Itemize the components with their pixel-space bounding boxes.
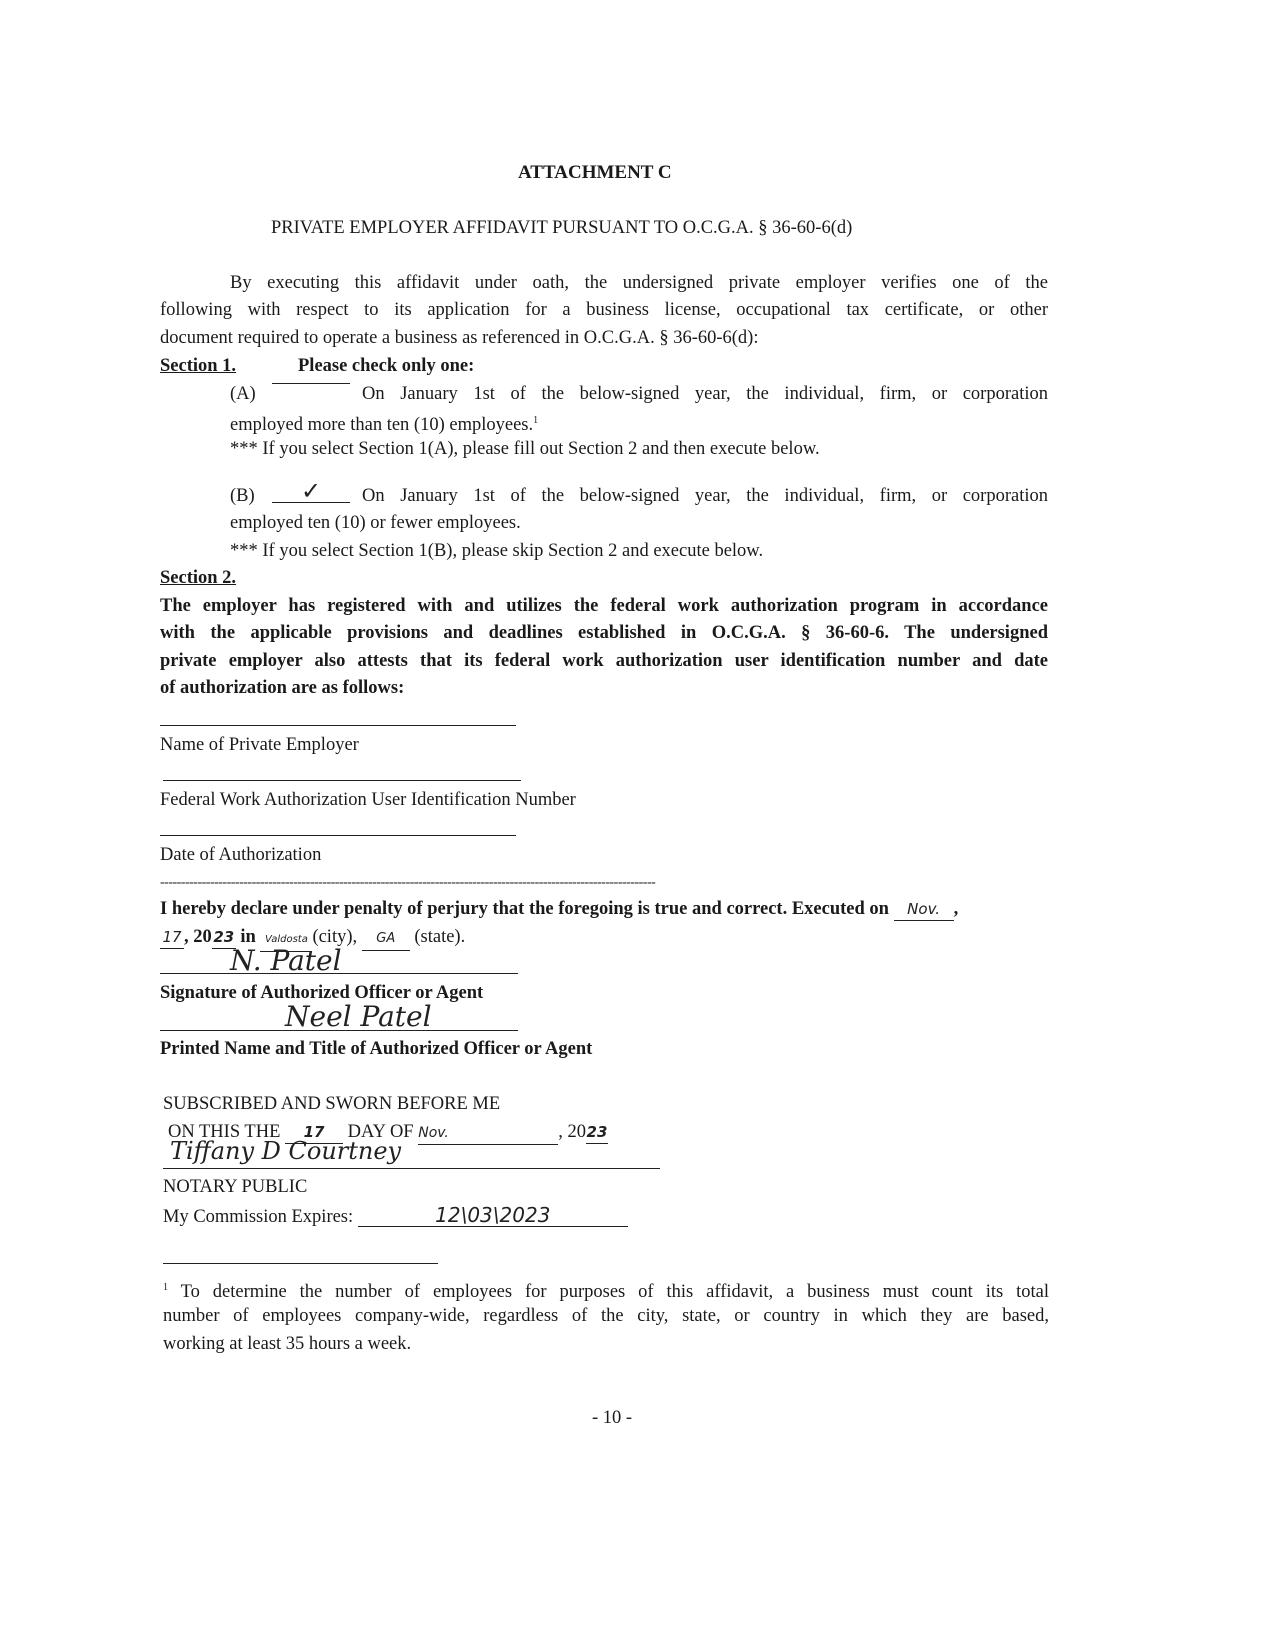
- signature-field[interactable]: [160, 973, 518, 974]
- city-label: (city),: [312, 927, 358, 947]
- officer-signature: N. Patel: [230, 944, 342, 977]
- in-label: in: [240, 927, 256, 947]
- signature-label: Signature of Authorized Officer or Agent: [160, 983, 484, 1003]
- user-id-label: Federal Work Authorization User Identification Number: [160, 790, 576, 810]
- notary-label: NOTARY PUBLIC: [163, 1177, 308, 1197]
- notary-heading: SUBSCRIBED AND SWORN BEFORE ME: [163, 1094, 501, 1114]
- page-number: - 10 -: [592, 1408, 633, 1428]
- section1-instruction: Please check only one:: [298, 356, 475, 376]
- executed-day-field[interactable]: 17: [160, 926, 184, 949]
- option-b-marker: (B): [230, 486, 255, 506]
- executed-month-field[interactable]: Nov.: [894, 898, 954, 921]
- declaration-text: I hereby declare under penalty of perjury that the foregoing is true and correct. Executed on Nov. ,: [160, 899, 959, 919]
- commission-line: [163, 1204, 628, 1228]
- intro-line: By executing this affidavit under oath, the undersigned private employer verifies one of the: [230, 273, 1048, 293]
- footnote-ref: 1: [533, 415, 539, 426]
- footnote-marker: 1: [163, 1282, 168, 1293]
- employer-name-label: Name of Private Employer: [160, 735, 359, 755]
- printed-name-value: Neel Patel: [285, 1000, 432, 1033]
- notary-signature: Tiffany D Courtney: [170, 1137, 402, 1165]
- option-b-text: On January 1st of the below-signed year, the individual, firm, or corporation: [362, 486, 1048, 506]
- commission-expires-label: My Commission Expires:: [163, 1207, 354, 1227]
- footnote-text: To determine the number of employees for purposes of this affidavit, a business must count its total: [180, 1282, 1049, 1303]
- printed-name-field[interactable]: [160, 1030, 518, 1031]
- state-field[interactable]: GA: [362, 928, 410, 951]
- document-subtitle: PRIVATE EMPLOYER AFFIDAVIT PURSUANT TO O.C.G.A. § 36-60-6(d): [271, 218, 853, 238]
- divider: -----------------------------------------------------------------------------------------------------------------------: [160, 875, 656, 890]
- commission-expires-field[interactable]: 12\03\2023: [358, 1204, 628, 1227]
- day-of-label: DAY OF: [347, 1122, 414, 1142]
- state-label: (state).: [414, 927, 466, 947]
- option-a-note: *** If you select Section 1(A), please fill out Section 2 and then execute below.: [230, 439, 820, 459]
- employer-name-field[interactable]: [160, 725, 516, 726]
- footnote-line: working at least 35 hours a week.: [163, 1334, 412, 1354]
- notary-signature-field[interactable]: [163, 1168, 660, 1169]
- option-b-text: employed ten (10) or fewer employees.: [230, 513, 521, 533]
- document-title: ATTACHMENT C: [518, 162, 672, 183]
- section1-label: Section 1.: [160, 356, 237, 376]
- notary-day-field[interactable]: 17: [285, 1121, 343, 1144]
- on-this-label: ON THIS THE: [168, 1122, 281, 1142]
- section2-text: private employer also attests that its federal work authorization user identification number and date: [160, 651, 1048, 671]
- city-field[interactable]: Valdosta: [260, 929, 312, 952]
- option-b-checkbox[interactable]: ✓: [272, 480, 350, 503]
- authorization-date-field[interactable]: [160, 835, 516, 836]
- option-a-text: employed more than ten (10) employees.: [230, 415, 534, 436]
- printed-name-label: Printed Name and Title of Authorized Officer or Agent: [160, 1039, 593, 1059]
- footnote-line: [163, 1277, 1049, 1303]
- intro-line: following with respect to its application for a business license, occupational tax certificate, or other: [160, 300, 1048, 320]
- section2-label: Section 2.: [160, 568, 237, 588]
- option-a-checkbox[interactable]: [272, 383, 350, 384]
- authorization-date-label: Date of Authorization: [160, 845, 322, 865]
- declaration-statement: I hereby declare under penalty of perjury that the foregoing is true and correct. Executed on: [160, 899, 889, 919]
- executed-year-field[interactable]: 23: [212, 926, 236, 949]
- intro-line: document required to operate a business as referenced in O.C.G.A. § 36-60-6(d):: [160, 328, 759, 348]
- option-a-marker: (A): [230, 384, 256, 404]
- user-id-field[interactable]: [163, 780, 521, 781]
- option-a-text: On January 1st of the below-signed year, the individual, firm, or corporation: [362, 384, 1048, 404]
- option-b-note: *** If you select Section 1(B), please skip Section 2 and execute below.: [230, 541, 764, 561]
- section2-text: with the applicable provisions and deadlines established in O.C.G.A. § 36-60-6. The undersigned: [160, 623, 1048, 643]
- notary-year-field[interactable]: 23: [586, 1121, 608, 1144]
- section2-text: The employer has registered with and utilizes the federal work authorization program in accordance: [160, 596, 1048, 616]
- section2-text: of authorization are as follows:: [160, 678, 405, 698]
- footnote-separator: [163, 1263, 438, 1264]
- footnote-line: number of employees company-wide, regardless of the city, state, or country in which they are based,: [163, 1306, 1049, 1326]
- notary-month-field[interactable]: Nov.: [418, 1122, 558, 1145]
- year-prefix: , 20: [184, 927, 212, 947]
- notary-year-prefix: , 20: [558, 1122, 586, 1142]
